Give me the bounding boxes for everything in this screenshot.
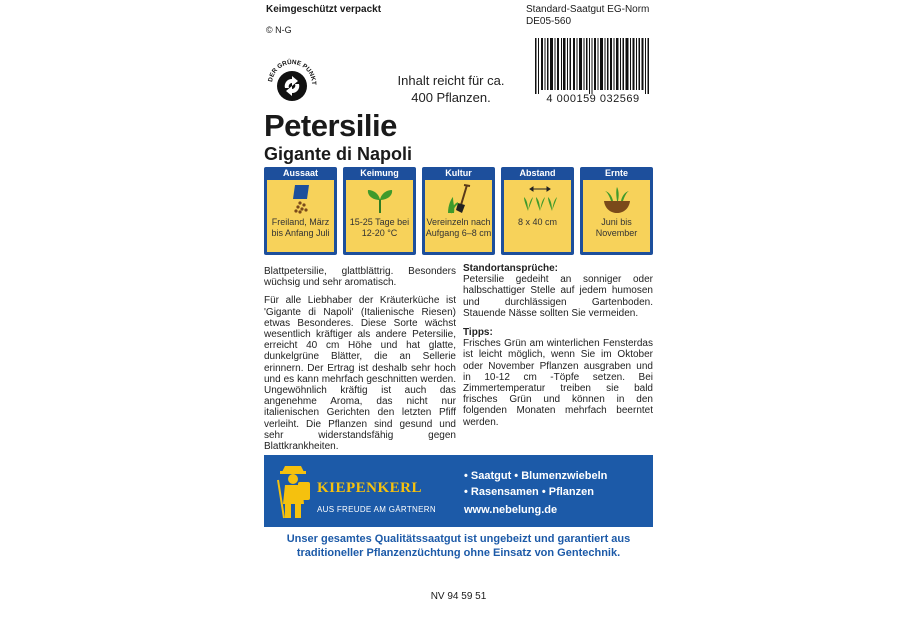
brand-website: www.nebelung.de [464,504,558,516]
article-number: NV 94 59 51 [430,591,487,602]
tile-text: 8 x 40 cm [517,217,557,227]
tile-label: Keimung [360,168,399,178]
copyright-note: © N-G [266,25,292,35]
packaging-note: Keimgeschützt verpackt [266,4,382,15]
tile-text: Vereinzeln nach Aufgang 6–8 cm [425,217,492,238]
tile-text: Freiland, März bis Anfang Juli [271,217,330,238]
product-range-line1: • Saatgut • Blumenzwiebeln [464,470,608,482]
tile-text: Juni bis November [595,217,638,238]
brand-name: KIEPENKERL [317,480,423,496]
barcode-digits: 4 000159 032569 [546,93,640,105]
growing-info-column [463,263,653,428]
seed-packet-icon [285,183,317,215]
tips-text: Frisches Grün am winterlichen Fensterdas ist leicht möglich, wenn Sie im Oktober oder November Pflanzen ausgraben und in 10-12 cm -Töpfe setzen. Bei Zimmertemperatur treiben sie bald frisches Grün und können in den folgenden Monaten mehrfach beerntet werden. [463,338,653,428]
quality-note-line2: traditioneller Pflanzenzüchtung ohne Einsatz von Gentechnik. [296,547,621,559]
kiepenkerl-figure-icon [274,462,314,520]
tile-label: Abstand [519,168,556,178]
spacing-icon [508,183,568,215]
seed-standard-line2: DE05-560 [526,16,572,27]
tips-heading: Tipps: [463,327,493,339]
seed-standard [526,4,649,28]
brand-slogan: AUS FREUDE AM GÄRTNERN [317,505,436,514]
green-dot-caption: DER GRÜNE PUNKT [267,58,318,86]
harvest-bowl-icon [601,183,633,215]
location-heading: Standortansprüche: [463,263,559,274]
tile-abstand [501,167,574,255]
quality-note-line1: Unser gesamtes Qualitätssaatgut ist ungebeizt und garantiert aus [286,533,631,545]
tile-label: Ernte [604,168,628,178]
description-column [264,266,456,459]
tile-kultur [422,167,495,255]
sprout-icon [364,183,396,215]
tile-ernte [580,167,653,255]
location-text: Petersilie gedeiht an sonniger oder halbschattiger Stelle auf jedem humosen und durchlässigen Gartenboden. Stauende Nässe sollten Sie vermeiden. [463,274,653,319]
green-dot-logo [264,52,320,108]
tile-aussaat [264,167,337,255]
quality-note [264,532,653,560]
spade-icon [443,183,475,215]
description-body: Für alle Liebhaber der Kräuterküche ist 'Gigante di Napoli' (Italienische Riesen) etwas Besonderes. Diese Sorte wächst wesentlich kräftiger als andere Petersilie, erreicht 40 cm Höhe und hat glatte, dunkelgrüne Blätter, die an Sellerie erinnern. Der Ertrag ist deshalb sehr hoch und es kann mehrfach geschnitten werden. Ungewöhnlich kräftig ist auch das angenehme Aroma, das nicht nur italienischen Gerichten den letzten Pfiff verleiht. Die Pflanzen sind gesund und sehr widerstandsfähig gegen Blattkrankheiten. [264,295,456,453]
product-range-line2: • Rasensamen • Pflanzen [464,486,594,498]
product-title: Petersilie [264,108,397,143]
barcode [533,38,653,94]
tile-text: 15-25 Tage bei 12-20 °C [349,217,410,238]
tile-keimung [343,167,416,255]
tile-label: Kultur [445,168,472,178]
seed-standard-line1: Standard-Saatgut EG-Norm [526,4,650,15]
content-note: Inhalt reicht für ca. 400 Pflanzen. [397,73,505,105]
description-intro: Blattpetersilie, glattblättrig. Besonders wüchsig und sehr aromatisch. [264,266,456,289]
tile-label: Aussaat [282,168,318,178]
product-variety: Gigante di Napoli [264,144,413,164]
